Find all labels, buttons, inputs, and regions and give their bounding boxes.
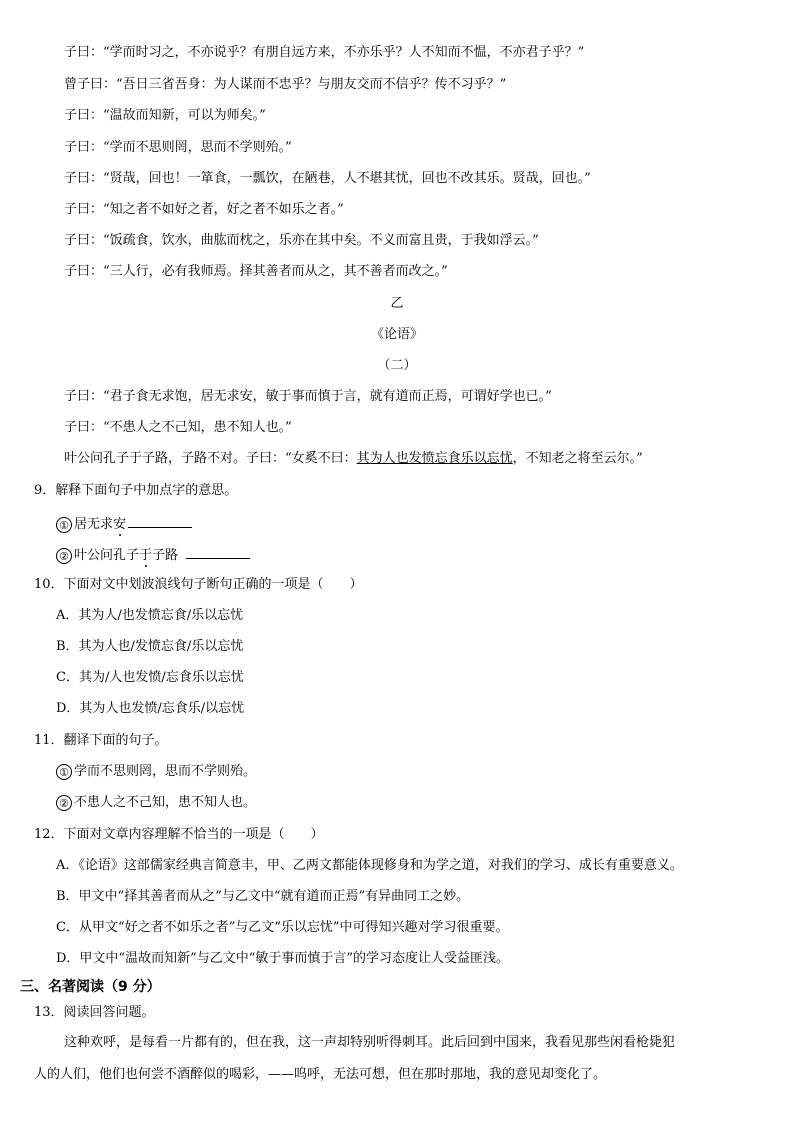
- circled-number: ②: [56, 795, 72, 811]
- dotted-char: 安: [113, 517, 127, 532]
- q10-option-d[interactable]: D．其为人也发愤/忘食乐/以忘忧: [56, 701, 245, 716]
- q11-stem: 11．翻译下面的句子。: [34, 733, 168, 748]
- yi-line-3: [64, 450, 643, 468]
- q11-item-2-text: 不患人之不己知，患不知人也。: [74, 795, 257, 810]
- circled-number: ①: [56, 764, 72, 780]
- q10-option-a[interactable]: A．其为人/也发愤忘食/乐以忘忧: [56, 608, 244, 623]
- yi-line-3-pre: 叶公问孔子于子路，子路不对。子曰：“女奚不曰：: [64, 451, 357, 466]
- section-heading: 三、名著阅读（9 分）: [20, 979, 161, 995]
- jia-line-8: 子曰：“三人行，必有我师焉。择其善者而从之，其不善者而改之。”: [64, 264, 448, 279]
- q10-option-c[interactable]: C．其为/人也发愤/忘食乐以忘忧: [56, 670, 244, 685]
- q11-item-1-text: 学而不思则罔，思而不学则殆。: [74, 764, 257, 779]
- q9-item-1: [56, 513, 192, 534]
- q12-option-a[interactable]: A．《论语》这部儒家经典言简意丰，甲、乙两文都能体现修身和为学之道，对我们的学习、成长有重要意义。: [56, 858, 683, 873]
- circled-number: ②: [56, 548, 72, 564]
- q12-stem: 12．下面对文章内容理解不恰当的一项是（ ）: [34, 827, 324, 842]
- yi-line-3-post: ，不知老之将至云尔。”: [512, 451, 643, 466]
- jia-line-6: 子曰：“知之者不如好之者，好之者不如乐之者。”: [64, 202, 344, 217]
- answer-blank-2[interactable]: [186, 544, 250, 559]
- yi-line-2: 子曰：“不患人之不己知，患不知人也。”: [64, 420, 292, 435]
- q10-option-b[interactable]: B．其为人也/发愤忘食/乐以忘忧: [56, 639, 244, 654]
- jia-line-2: 曾子曰：“吾日三省吾身：为人谋而不忠乎？与朋友交而不信乎？传不习乎？”: [64, 77, 507, 92]
- q9-stem: 9．解释下面句子中加点字的意思。: [34, 483, 238, 498]
- circled-number: ①: [56, 517, 72, 533]
- jia-line-4: 子曰：“学而不思则罔，思而不学则殆。”: [64, 140, 292, 155]
- jia-line-1: 子曰：“学而时习之，不亦说乎？有朋自远方来，不亦乐乎？人不知而不愠，不亦君子乎？”: [64, 45, 585, 60]
- dotted-char: 于: [139, 548, 153, 563]
- yi-subtitle: （二）: [377, 358, 417, 373]
- wavy-underlined-sentence: 其为人也发愤忘食乐以忘忧: [356, 451, 513, 466]
- q13-para-line-1: 这种欢呼，是每看一片都有的，但在我，这一声却特别听得刺耳。此后回到中国来，我看见那些闲看枪毙犯: [64, 1035, 676, 1050]
- yi-label: 乙: [390, 296, 404, 311]
- yi-title: 《论语》: [370, 327, 423, 342]
- q12-option-d[interactable]: D．甲文中“温故而知新”与乙文中“敏于事而慎于言”的学习态度让人受益匪浅。: [56, 951, 510, 966]
- q11-item-1: [56, 763, 256, 781]
- answer-blank-1[interactable]: [128, 513, 192, 528]
- yi-line-1: 子曰：“君子食无求饱，居无求安，敏于事而慎于言，就有道而正焉，可谓好学也已。”: [64, 389, 552, 404]
- q13-para-line-2: 人的人们，他们也何尝不酒醉似的喝彩，——呜呼，无法可想，但在那时那地，我的意见却变化了。: [34, 1067, 607, 1082]
- q10-stem: 10．下面对文中划波浪线句子断句正确的一项是（ ）: [34, 577, 363, 592]
- q13-stem: 13．阅读回答问题。: [34, 1005, 155, 1020]
- q12-option-b[interactable]: B．甲文中“择其善者而从之”与乙文中“就有道而正焉”有异曲同工之妙。: [56, 889, 470, 904]
- jia-line-7: 子曰：“饭疏食，饮水，曲肱而枕之，乐亦在其中矣。不义而富且贵，于我如浮云。”: [64, 233, 539, 248]
- q9-item-2: [56, 544, 250, 565]
- q11-item-2: [56, 794, 256, 812]
- q9-item-2-text: 叶公问孔子: [74, 548, 140, 563]
- q9-item-1-text: 居无求: [74, 517, 114, 532]
- jia-line-3: 子曰：“温故而知新，可以为师矣。”: [64, 108, 266, 123]
- q12-option-c[interactable]: C．从甲文“好之者不如乐之者”与乙文“乐以忘忧”中可得知兴趣对学习很重要。: [56, 920, 509, 935]
- jia-line-5: 子曰：“贤哉，回也！一箪食，一瓢饮，在陋巷，人不堪其忧，回也不改其乐。贤哉，回也。”: [64, 171, 591, 186]
- q9-item-2-post: 子路: [152, 548, 179, 563]
